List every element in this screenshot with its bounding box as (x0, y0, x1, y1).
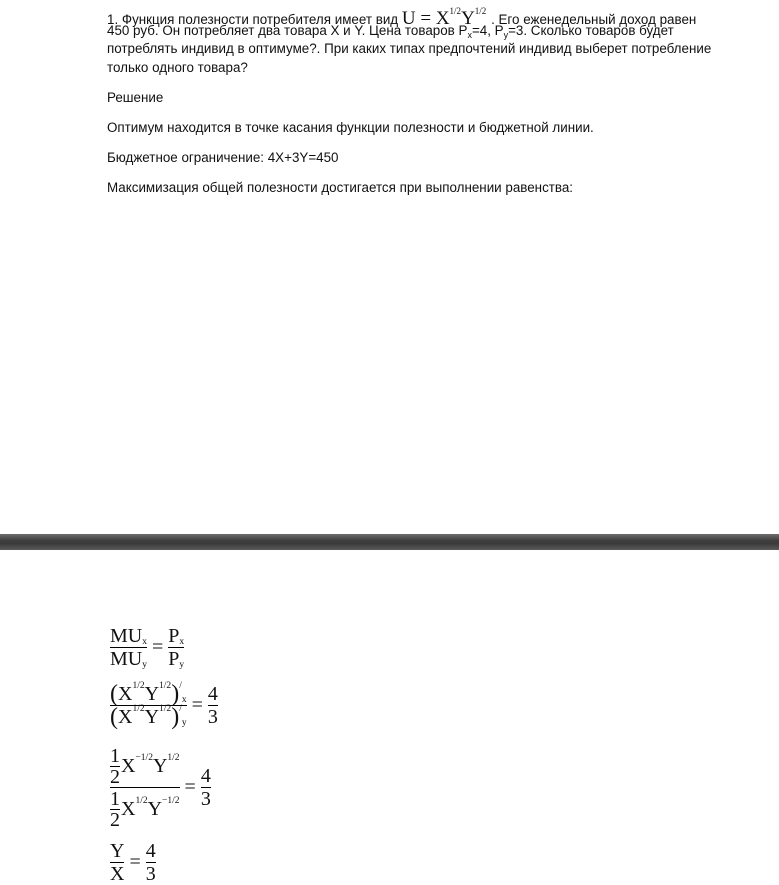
page-separator (0, 534, 779, 550)
problem-line-2: 450 руб. Он потребляет два товара X и Y. Цена товаров $P_x=4$, $P_y=3$. Сколько товаров будет (107, 23, 674, 40)
ratio-4-3: $\frac{4}{3}$ (145, 840, 156, 885)
ratio-4-3: $\frac{4}{3}$ (207, 683, 218, 728)
price-fraction: P x P y (168, 625, 185, 670)
formula-derivative-ratio: ( X 1/2 Y 1/2 ) / x ( X 1/2 Y 1/2 ) / y = $\frac{4}{3}$ (110, 681, 218, 730)
solution-heading: Решение (107, 90, 164, 105)
optimum-text: Оптимум находится в точке касания функции полезности и бюджетной линии. (107, 120, 594, 135)
y-x-fraction: $\frac{Y}{X}$ (110, 840, 125, 885)
formula-expanded: 1 2 X −1/2 Y 1/2 1 2 X 1/2 Y −1/2 = $\frac{4}{3}$ (110, 744, 211, 831)
derivative-fraction: ( X 1/2 Y 1/2 ) / x ( X 1/2 Y 1/2 ) / y (110, 681, 187, 730)
ratio-4-3: $\frac{4}{3}$ (200, 765, 211, 810)
problem-line-4: только одного товара? (107, 60, 248, 75)
formula-mu-ratio: MU x MU y = P x P y (110, 625, 185, 670)
budget-constraint: Бюджетное ограничение: 4X+3Y=450 (107, 150, 339, 165)
problem-line-3: потреблять индивид в оптимуме?. При каких типах предпочтений индивид выберет потребление (107, 41, 712, 56)
mu-fraction: MU x MU y (110, 625, 147, 670)
problem-line-1: 1. Функция полезности потребителя имеет вид $U = X^{1/2}Y^{1/2}$ . Его еженедельный доход равен (107, 6, 697, 29)
expanded-fraction: 1 2 X −1/2 Y 1/2 1 2 X 1/2 Y −1/2 (110, 744, 180, 831)
formula-y-over-x: $\frac{Y}{X}$ = $\frac{4}{3}$ (110, 840, 156, 885)
maximization-text: Максимизация общей полезности достигается при выполнении равенства: (107, 180, 574, 195)
utility-formula: $U = X^{1/2}Y^{1/2}$ (401, 6, 487, 29)
